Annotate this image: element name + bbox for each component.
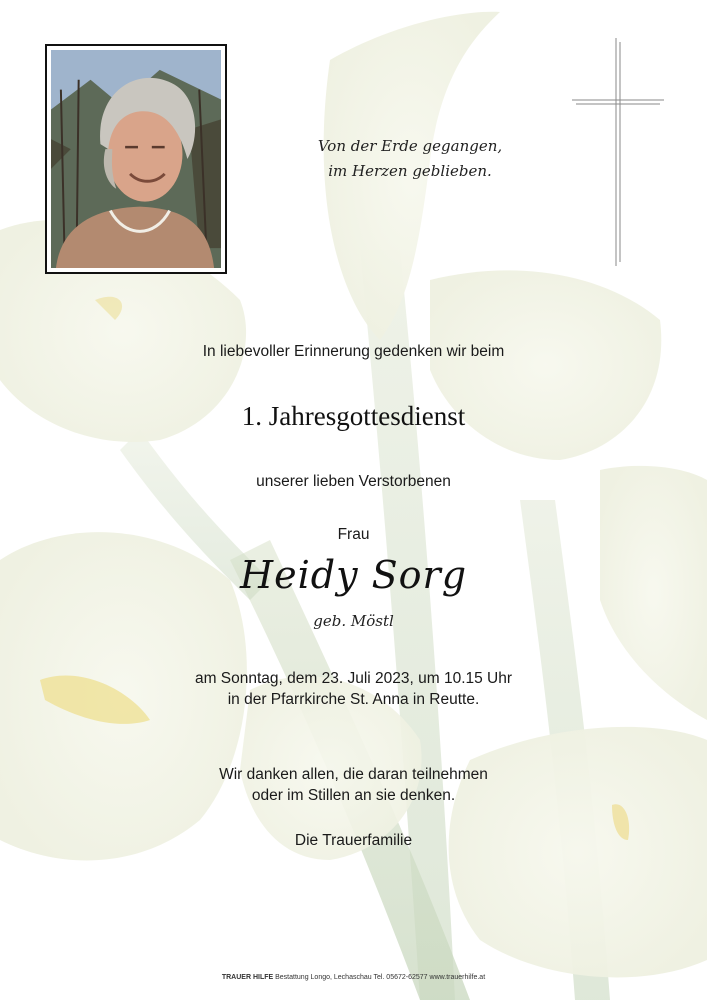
salutation: Frau (337, 526, 370, 543)
family-signature: Die Trauerfamilie (294, 832, 413, 849)
service-details (0, 668, 707, 710)
service-title: 1. Jahresgottesdienst (241, 401, 466, 431)
intro-text: In liebevoller Erinnerung gedenken wir beim (202, 343, 505, 360)
portrait-image (51, 50, 221, 268)
service-date: am Sonntag, dem 23. Juli 2023, um 10.15 Uhr (194, 670, 513, 687)
memorial-quote (300, 134, 520, 184)
footer-details: Bestattung Longo, Lechaschau Tel. 05672-62577 www.trauerhilfe.at (275, 974, 486, 981)
thanks-line-1: Wir danken allen, die daran teilnehmen (219, 766, 488, 783)
dear-deceased-text: unserer lieben Verstorbenen (256, 473, 451, 490)
portrait-photo (45, 44, 227, 274)
thanks-line-2: oder im Stillen an sie denken. (251, 787, 456, 804)
thanks-text (0, 764, 707, 806)
footer (0, 974, 707, 981)
service-place: in der Pfarrkirche St. Anna in Reutte. (227, 691, 480, 708)
quote-line-1: Von der Erde gegangen, (317, 137, 503, 155)
maiden-name: geb. Möstl (313, 612, 394, 630)
deceased-name: Heidy Sorg (239, 553, 468, 597)
footer-brand: TRAUER HILFE (221, 974, 274, 981)
cross-icon (572, 38, 664, 266)
quote-line-2: im Herzen geblieben. (328, 162, 492, 180)
